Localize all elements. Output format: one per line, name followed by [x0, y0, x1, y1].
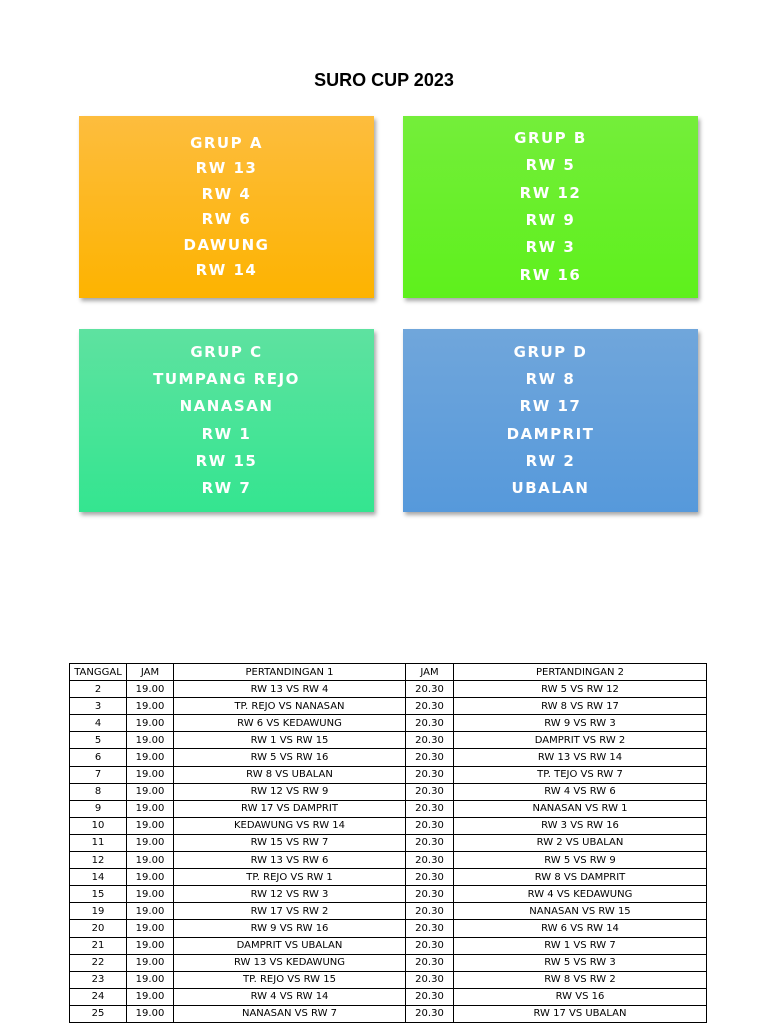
- cell-date: 2: [70, 681, 127, 698]
- cell-time-2: 20.30: [406, 732, 454, 749]
- table-row: [70, 766, 707, 783]
- table-row: [70, 800, 707, 817]
- cell-match-2: TP. TEJO VS RW 7: [454, 766, 707, 783]
- cell-time-2: 20.30: [406, 783, 454, 800]
- cell-match-2: RW 8 VS DAMPRIT: [454, 869, 707, 886]
- cell-match-2: RW 17 VS UBALAN: [454, 1005, 707, 1022]
- table-row: [70, 834, 707, 851]
- cell-time-1: 19.00: [127, 681, 174, 698]
- team-name: RW 9: [525, 211, 576, 229]
- schedule-table: [69, 663, 707, 1023]
- cell-match-1: RW 4 VS RW 14: [174, 988, 406, 1005]
- cell-time-2: 20.30: [406, 954, 454, 971]
- table-row: [70, 971, 707, 988]
- cell-date: 4: [70, 715, 127, 732]
- cell-date: 24: [70, 988, 127, 1005]
- table-row: [70, 1005, 707, 1022]
- cell-date: 5: [70, 732, 127, 749]
- cell-match-2: DAMPRIT VS RW 2: [454, 732, 707, 749]
- cell-match-1: RW 8 VS UBALAN: [174, 766, 406, 783]
- cell-match-1: RW 6 VS KEDAWUNG: [174, 715, 406, 732]
- cell-match-1: KEDAWUNG VS RW 14: [174, 817, 406, 834]
- team-name: RW 6: [201, 210, 252, 228]
- team-name: RW 5: [525, 156, 576, 175]
- group-b-card: [403, 116, 698, 298]
- team-name: RW 1: [201, 424, 252, 443]
- cell-match-1: RW 13 VS RW 4: [174, 681, 406, 698]
- group-label: GRUP B: [514, 129, 587, 148]
- cell-match-2: RW 1 VS RW 7: [454, 937, 707, 954]
- cell-match-2: RW 4 VS KEDAWUNG: [454, 886, 707, 903]
- cell-time-1: 19.00: [127, 937, 174, 954]
- table-row: [70, 937, 707, 954]
- cell-time-1: 19.00: [127, 800, 174, 817]
- column-header-time-2: JAM: [406, 664, 454, 681]
- group-label: GRUP C: [190, 342, 263, 361]
- group-a-card: [79, 116, 374, 298]
- cell-match-1: RW 5 VS RW 16: [174, 749, 406, 766]
- team-name: RW 7: [201, 479, 252, 498]
- cell-match-2: RW 3 VS RW 16: [454, 817, 707, 834]
- cell-time-2: 20.30: [406, 834, 454, 851]
- table-header-row: [70, 664, 707, 681]
- cell-time-1: 19.00: [127, 766, 174, 783]
- cell-match-1: RW 12 VS RW 9: [174, 783, 406, 800]
- cell-match-2: RW VS 16: [454, 988, 707, 1005]
- cell-date: 10: [70, 817, 127, 834]
- cell-date: 22: [70, 954, 127, 971]
- group-label: GRUP D: [513, 342, 588, 361]
- cell-time-2: 20.30: [406, 817, 454, 834]
- cell-match-2: RW 8 VS RW 17: [454, 698, 707, 715]
- cell-date: 3: [70, 698, 127, 715]
- cell-match-1: RW 9 VS RW 16: [174, 920, 406, 937]
- table-row: [70, 681, 707, 698]
- cell-date: 7: [70, 766, 127, 783]
- cell-time-1: 19.00: [127, 988, 174, 1005]
- table-row: [70, 869, 707, 886]
- cell-time-2: 20.30: [406, 886, 454, 903]
- cell-time-1: 19.00: [127, 834, 174, 851]
- cell-match-1: RW 13 VS RW 6: [174, 852, 406, 869]
- cell-time-1: 19.00: [127, 698, 174, 715]
- team-name: DAWUNG: [183, 235, 270, 254]
- group-d-card: [403, 329, 698, 512]
- team-name: RW 3: [525, 238, 576, 257]
- cell-match-2: RW 5 VS RW 12: [454, 681, 707, 698]
- team-name: RW 4: [201, 184, 252, 203]
- cell-match-1: NANASAN VS RW 7: [174, 1005, 406, 1022]
- team-name: NANASAN: [179, 397, 274, 416]
- team-name: RW 15: [195, 451, 258, 470]
- table-row: [70, 903, 707, 920]
- table-row: [70, 698, 707, 715]
- cell-time-1: 19.00: [127, 971, 174, 988]
- cell-time-2: 20.30: [406, 937, 454, 954]
- team-name: RW 14: [195, 261, 258, 279]
- table-row: [70, 988, 707, 1005]
- cell-time-1: 19.00: [127, 852, 174, 869]
- team-name: RW 12: [519, 183, 582, 202]
- page-title: SURO CUP 2023: [314, 70, 454, 90]
- cell-match-2: RW 9 VS RW 3: [454, 715, 707, 732]
- table-row: [70, 715, 707, 732]
- cell-match-1: RW 1 VS RW 15: [174, 732, 406, 749]
- cell-date: 6: [70, 749, 127, 766]
- cell-time-2: 20.30: [406, 698, 454, 715]
- cell-time-1: 19.00: [127, 817, 174, 834]
- cell-time-1: 19.00: [127, 783, 174, 800]
- cell-match-1: TP. REJO VS NANASAN: [174, 698, 406, 715]
- cell-date: 9: [70, 800, 127, 817]
- cell-match-1: TP. REJO VS RW 1: [174, 869, 406, 886]
- cell-match-1: RW 13 VS KEDAWUNG: [174, 954, 406, 971]
- cell-time-2: 20.30: [406, 988, 454, 1005]
- cell-date: 8: [70, 783, 127, 800]
- column-header-match-2: PERTANDINGAN 2: [454, 664, 707, 681]
- cell-time-2: 20.30: [406, 1005, 454, 1022]
- cell-date: 20: [70, 920, 127, 937]
- table-row: [70, 783, 707, 800]
- cell-match-1: TP. REJO VS RW 15: [174, 971, 406, 988]
- cell-time-1: 19.00: [127, 1005, 174, 1022]
- table-row: [70, 749, 707, 766]
- cell-match-2: RW 6 VS RW 14: [454, 920, 707, 937]
- team-name: TUMPANG REJO: [153, 369, 300, 388]
- table-row: [70, 732, 707, 749]
- cell-time-2: 20.30: [406, 869, 454, 886]
- cell-match-1: DAMPRIT VS UBALAN: [174, 937, 406, 954]
- cell-time-2: 20.30: [406, 800, 454, 817]
- cell-match-2: RW 4 VS RW 6: [454, 783, 707, 800]
- cell-date: 14: [70, 869, 127, 886]
- team-name: UBALAN: [511, 479, 590, 498]
- cell-time-2: 20.30: [406, 749, 454, 766]
- table-row: [70, 852, 707, 869]
- column-header-date: TANGGAL: [70, 664, 127, 681]
- group-label: GRUP A: [190, 133, 263, 152]
- cell-time-2: 20.30: [406, 715, 454, 732]
- cell-time-2: 20.30: [406, 971, 454, 988]
- cell-time-1: 19.00: [127, 869, 174, 886]
- team-name: DAMPRIT: [506, 424, 595, 443]
- cell-date: 12: [70, 852, 127, 869]
- group-c-card: [79, 329, 374, 512]
- cell-time-2: 20.30: [406, 681, 454, 698]
- cell-match-2: RW 8 VS RW 2: [454, 971, 707, 988]
- cell-match-2: RW 5 VS RW 9: [454, 852, 707, 869]
- team-name: RW 2: [525, 451, 576, 470]
- cell-match-2: NANASAN VS RW 15: [454, 903, 707, 920]
- table-row: [70, 954, 707, 971]
- cell-time-2: 20.30: [406, 852, 454, 869]
- table-row: [70, 817, 707, 834]
- schedule-body: [70, 681, 707, 1023]
- team-name: RW 13: [195, 159, 258, 177]
- cell-time-1: 19.00: [127, 749, 174, 766]
- cell-date: 15: [70, 886, 127, 903]
- cell-match-1: RW 15 VS RW 7: [174, 834, 406, 851]
- team-name: RW 17: [519, 397, 582, 416]
- team-name: RW 8: [525, 369, 576, 388]
- cell-time-1: 19.00: [127, 954, 174, 971]
- cell-time-2: 20.30: [406, 920, 454, 937]
- cell-match-2: RW 5 VS RW 3: [454, 954, 707, 971]
- cell-match-2: NANASAN VS RW 1: [454, 800, 707, 817]
- column-header-match-1: PERTANDINGAN 1: [174, 664, 406, 681]
- cell-time-1: 19.00: [127, 920, 174, 937]
- cell-time-1: 19.00: [127, 732, 174, 749]
- cell-match-1: RW 17 VS DAMPRIT: [174, 800, 406, 817]
- column-header-time-1: JAM: [127, 664, 174, 681]
- cell-match-2: RW 2 VS UBALAN: [454, 834, 707, 851]
- cell-time-2: 20.30: [406, 766, 454, 783]
- cell-time-1: 19.00: [127, 903, 174, 920]
- cell-date: 21: [70, 937, 127, 954]
- cell-date: 11: [70, 834, 127, 851]
- cell-time-1: 19.00: [127, 886, 174, 903]
- cell-time-2: 20.30: [406, 903, 454, 920]
- table-row: [70, 920, 707, 937]
- team-name: RW 16: [519, 265, 582, 284]
- cell-match-1: RW 12 VS RW 3: [174, 886, 406, 903]
- cell-match-2: RW 13 VS RW 14: [454, 749, 707, 766]
- table-row: [70, 886, 707, 903]
- cell-date: 23: [70, 971, 127, 988]
- cell-match-1: RW 17 VS RW 2: [174, 903, 406, 920]
- cell-date: 19: [70, 903, 127, 920]
- cell-time-1: 19.00: [127, 715, 174, 732]
- cell-date: 25: [70, 1005, 127, 1022]
